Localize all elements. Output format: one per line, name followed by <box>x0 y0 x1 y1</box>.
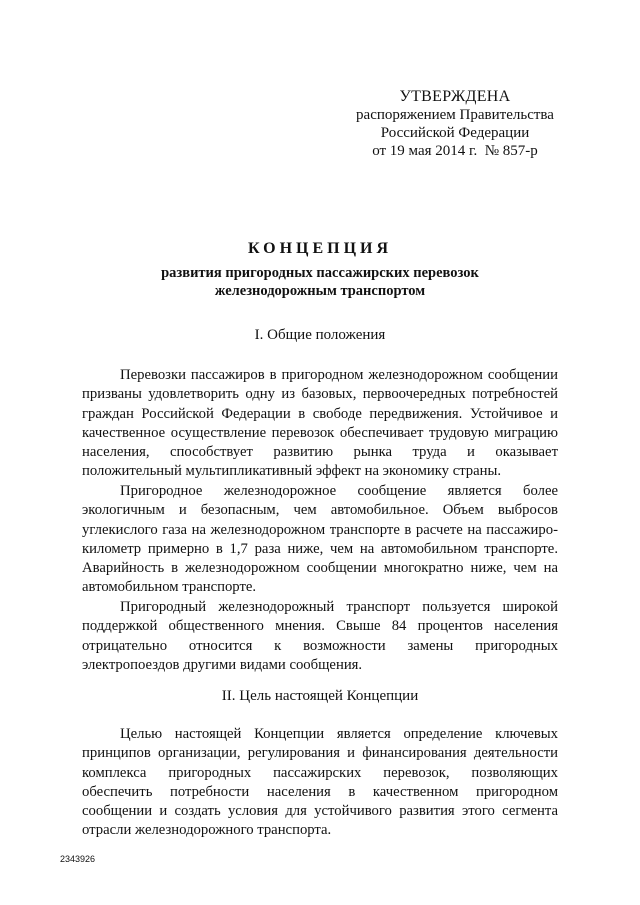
approval-date-line: от 19 мая 2014 г. № 857-р <box>372 143 538 159</box>
section-1-paragraph-1: Перевозки пассажиров в пригородном железнодорожном сообщении призваны удовлетворить одну из базовых, первоочередных потребностей граждан Российской Федерации в свободе передвижения. Устойчивое и качественное осуществление перевозок обеспечивает трудовую миграцию населения, способствует развитию рынка труда и оказывает положительный мультипликативный эффект на экономику страны. <box>82 367 558 480</box>
approval-line-1: распоряжением Правительства <box>356 107 554 123</box>
section-1-paragraph-3: Пригородный железнодорожный транспорт пользуется широкой поддержкой общественного мнения. Свыше 84 процентов населения отрицательно относится к возможности замены пригородных электропоездов другими видами сообщения. <box>82 599 558 673</box>
section-heading-2: II. Цель настоящей Концепции <box>221 688 419 704</box>
section-heading-1: I. Общие положения <box>254 327 386 343</box>
subtitle-line-2: железнодорожным транспортом <box>214 283 426 299</box>
document-title: КОНЦЕПЦИЯ <box>247 240 393 257</box>
document-subtitle <box>80 264 560 300</box>
approval-line-2: Российской Федерации <box>380 125 530 141</box>
subtitle-line-1: развития пригородных пассажирских перевозок <box>161 265 479 281</box>
section-2-paragraph-1: Целью настоящей Концепции является определение ключевых принципов организации, регулирования и финансирования деятельности комплекса пригородных пассажирских перевозок, позволяющих обеспечить потребности населения в качественном пригородном сообщении и создать условия для устойчивого развития этого сегмента отрасли железнодорожного транспорта. <box>82 726 558 839</box>
approval-heading: УТВЕРЖДЕНА <box>399 88 511 105</box>
document-number: 2343926 <box>60 854 96 864</box>
section-1-paragraph-2: Пригородное железнодорожное сообщение является более экологичным и безопасным, чем автомобильное. Объем выбросов углекислого газа на железнодорожном транспорте в расчете на пассажиро-километр примерно в 1,7 раза ниже, чем на автомобильном транспорте. Аварийность в железнодорожном сообщении многократно ниже, чем на автомобильном транспорте. <box>82 483 558 596</box>
approval-block <box>330 88 580 160</box>
